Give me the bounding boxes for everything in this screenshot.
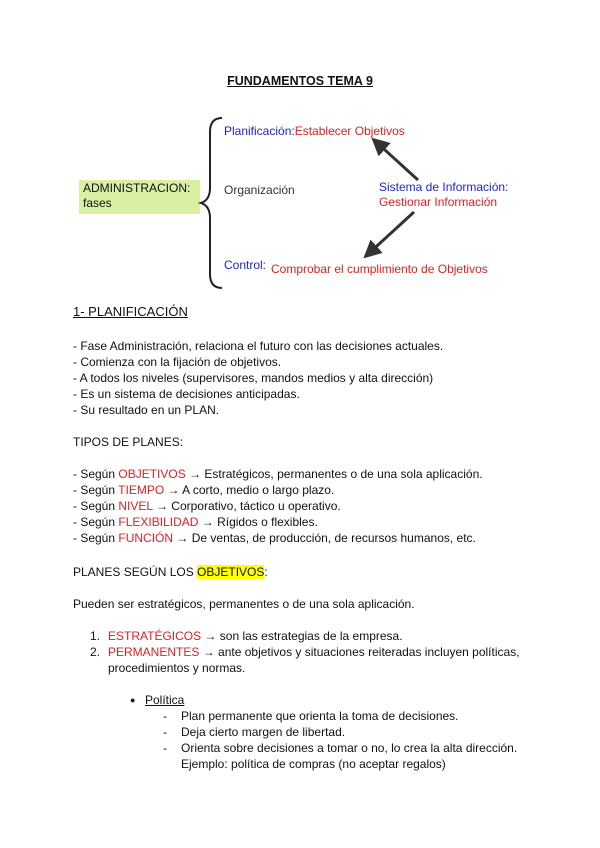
sistema-line1: Sistema de Información: [379,180,509,194]
list-item: - Según FLEXIBILIDAD → Rígidos o flexibles. [73,515,318,529]
diagram-graphics [0,0,600,300]
planificacion-node [224,124,405,138]
tipos-heading: TIPOS DE PLANES: [73,435,184,449]
keyword: FUNCIÓN [118,531,174,545]
admin-line1: ADMINISTRACION: [83,181,191,195]
section-heading-planificacion: 1- PLANIFICACIÓN [73,304,188,319]
planificacion-value: Establecer Objetivos [294,124,405,138]
sistema-node [379,180,508,210]
list-item: Plan permanente que orienta la toma de decisiones. [181,709,459,723]
list-item: - Comienza con la fijación de objetivos. [73,355,282,369]
control-label: Control: [224,258,267,272]
keyword: NIVEL [118,499,153,513]
list-item: PERMANENTES → ante objetivos y situaciones reiteradas incluyen políticas, [108,645,520,659]
dash: - [163,725,167,739]
sistema-line2: Gestionar Información [379,195,498,209]
keyword: FLEXIBILIDAD [118,515,199,529]
list-item: Deja cierto margen de libertad. [181,725,346,739]
list-item-continuation: procedimientos y normas. [108,661,246,675]
ejemplo-text: Ejemplo: política de compras (no aceptar regalos) [181,757,446,771]
keyword: PERMANENTES [108,645,200,659]
list-number: 1. [90,629,101,643]
organizacion-node: Organización [224,183,295,197]
list-number: 2. [90,645,101,659]
arrow-down [366,212,414,256]
list-item: - Es un sistema de decisiones anticipadas. [73,387,300,401]
list-item: - Según TIEMPO → A corto, medio o largo plazo. [73,483,335,497]
list-item: Orienta sobre decisiones a tomar o no, lo crea la alta dirección. [181,741,518,755]
bullet-icon: ● [130,695,136,705]
admin-line2: fases [83,196,112,210]
keyword: TIEMPO [118,483,165,497]
list-item: - Su resultado en un PLAN. [73,403,220,417]
planificacion-label: Planificación: [224,124,295,138]
keyword: OBJETIVOS [118,467,186,481]
list-item: - Fase Administración, relaciona el futuro con las decisiones actuales. [73,339,444,353]
control-value: Comprobar el cumplimiento de Objetivos [271,262,488,276]
dash: - [163,709,167,723]
arrow-up [374,140,418,180]
list-item: - Según FUNCIÓN → De ventas, de producción, de recursos humanos, etc. [73,531,476,545]
page-title: FUNDAMENTOS TEMA 9 [227,74,373,88]
highlight: OBJETIVOS [197,565,265,579]
list-item: - Según OBJETIVOS → Estratégicos, permanentes o de una sola aplicación. [73,467,483,481]
list-item: - Según NIVEL → Corporativo, táctico u operativo. [73,499,341,513]
list-item: ESTRATÉGICOS → son las estrategias de la empresa. [108,629,403,643]
politica-label: Política [145,693,185,707]
curly-brace [201,118,222,288]
keyword: ESTRATÉGICOS [108,629,202,643]
control-node [224,258,266,272]
dash: - [163,741,167,755]
planes-intro: Pueden ser estratégicos, permanentes o de una sola aplicación. [73,597,415,611]
list-item: - A todos los niveles (supervisores, mandos medios y alta dirección) [73,371,434,385]
planes-objetivos-heading: PLANES SEGÚN LOS OBJETIVOS: [73,565,268,579]
